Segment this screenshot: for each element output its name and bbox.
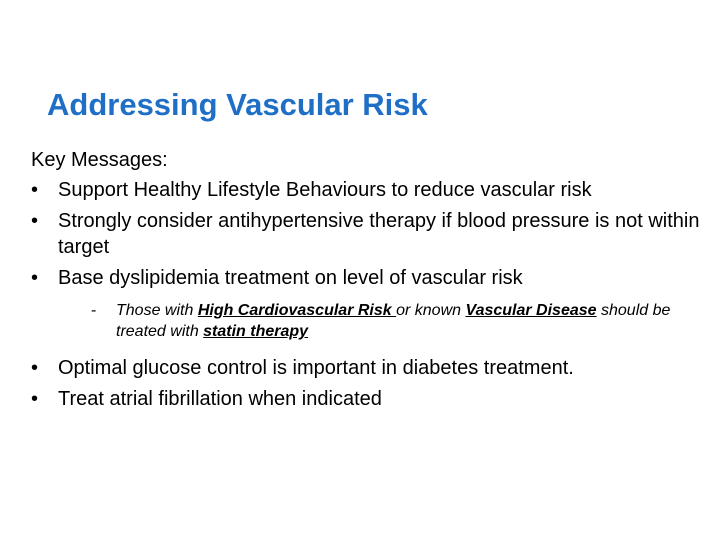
sub-bullet-list (58, 301, 711, 343)
bullet-list (31, 177, 711, 412)
emphasis-statin-therapy: statin therapy (203, 322, 309, 340)
slide-title: Addressing Vascular Risk (47, 87, 428, 122)
bullet-item (31, 208, 711, 260)
bullet-text: Optimal glucose control is important in diabetes treatment. (58, 356, 574, 379)
bullet-marker: • (31, 210, 39, 232)
sub-text: should be treated with (116, 302, 671, 340)
sub-text: Those with (116, 302, 198, 319)
bullet-text: Treat atrial fibrillation when indicated (58, 387, 382, 410)
bullet-text: Support Healthy Lifestyle Behaviours to reduce vascular risk (58, 179, 592, 201)
bullet-item (31, 355, 711, 381)
emphasis-vascular-disease: Vascular Disease (465, 302, 597, 319)
bullet-marker: • (31, 267, 39, 289)
sub-text: or known (396, 302, 466, 319)
bullet-marker: • (31, 179, 39, 201)
slide-body (31, 147, 711, 417)
bullet-marker: • (31, 356, 39, 379)
bullet-marker: • (31, 387, 39, 410)
intro-label: Key Messages: (31, 149, 168, 171)
bullet-item (31, 177, 711, 203)
bullet-text: Base dyslipidemia treatment on level of vascular risk (58, 267, 523, 289)
emphasis-high-cardiovascular-risk: High Cardiovascular Risk (197, 302, 397, 319)
sub-bullet-marker: - (91, 302, 97, 319)
sub-bullet-item (58, 301, 711, 343)
bullet-text: Strongly consider antihypertensive therapy if blood pressure is not within target (58, 210, 700, 258)
bullet-item (31, 265, 711, 343)
bullet-item (31, 386, 711, 412)
